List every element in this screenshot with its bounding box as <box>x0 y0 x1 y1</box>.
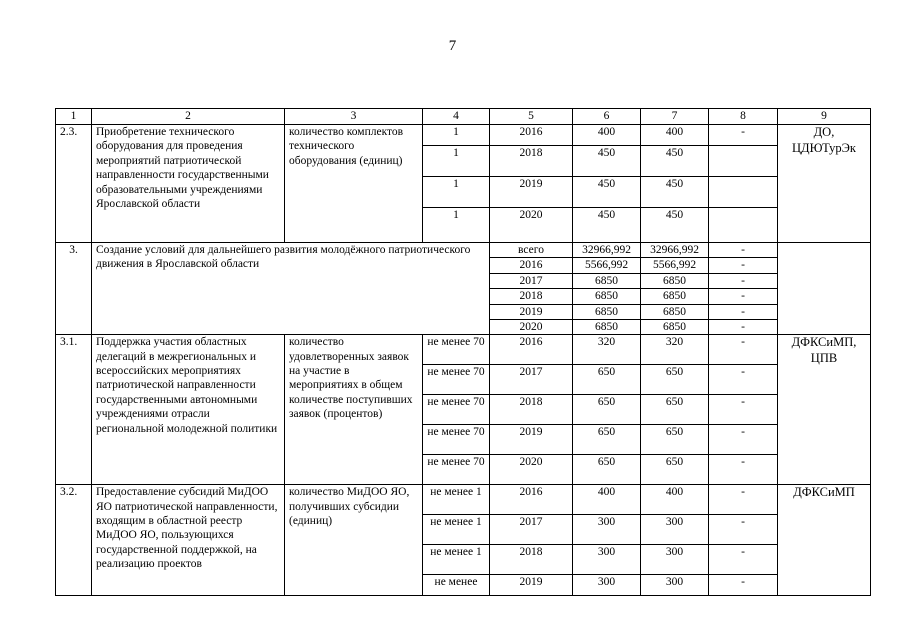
fact-cell: 6850 <box>641 304 709 319</box>
header-cell: 8 <box>709 109 778 125</box>
indicator-value: не менее <box>423 575 490 596</box>
header-cell: 1 <box>56 109 92 125</box>
fact-cell: 300 <box>641 545 709 575</box>
table-row <box>56 243 871 258</box>
extra-cell: - <box>709 425 778 455</box>
header-cell: 5 <box>490 109 573 125</box>
item-indicator: количество МиДОО ЯО, получивших субсидии (единиц) <box>285 485 423 596</box>
fact-cell: 6850 <box>641 273 709 288</box>
plan-cell: 450 <box>573 146 641 177</box>
extra-cell: - <box>709 545 778 575</box>
executor: ДО, ЦДЮТурЭк <box>778 125 871 243</box>
header-cell: 7 <box>641 109 709 125</box>
item-number: 2.3. <box>56 125 92 243</box>
indicator-value: не менее 70 <box>423 335 490 365</box>
year-cell: 2016 <box>490 258 573 273</box>
plan-cell: 650 <box>573 395 641 425</box>
indicator-value: не менее 70 <box>423 365 490 395</box>
year-cell: 2016 <box>490 125 573 146</box>
fact-cell: 400 <box>641 125 709 146</box>
item-name: Предоставление субсидий МиДОО ЯО патриотической направленности, входящим в областной реестр МиДОО ЯО, пользующихся государственной поддержкой, на реализацию проектов <box>92 485 285 596</box>
fact-cell: 650 <box>641 425 709 455</box>
fact-cell: 6850 <box>641 289 709 304</box>
indicator-value: не менее 70 <box>423 425 490 455</box>
year-cell: 2019 <box>490 575 573 596</box>
executor: ДФКСиМП, ЦПВ <box>778 335 871 485</box>
plan-cell: 650 <box>573 425 641 455</box>
header-cell: 2 <box>92 109 285 125</box>
table-row <box>56 125 871 146</box>
fact-cell: 450 <box>641 177 709 208</box>
year-cell: 2020 <box>490 208 573 243</box>
fact-cell: 32966,992 <box>641 243 709 258</box>
extra-cell: - <box>709 365 778 395</box>
header-cell: 4 <box>423 109 490 125</box>
plan-cell: 6850 <box>573 289 641 304</box>
extra-cell <box>709 146 778 177</box>
fact-cell: 650 <box>641 395 709 425</box>
page-number: 7 <box>448 38 457 54</box>
extra-cell <box>709 208 778 243</box>
indicator-value: 1 <box>423 125 490 146</box>
fact-cell: 300 <box>641 575 709 596</box>
indicator-value: не менее 1 <box>423 545 490 575</box>
extra-cell: - <box>709 273 778 288</box>
fact-cell: 450 <box>641 146 709 177</box>
year-cell: 2018 <box>490 545 573 575</box>
plan-cell: 6850 <box>573 304 641 319</box>
extra-cell: - <box>709 258 778 273</box>
header-cell: 3 <box>285 109 423 125</box>
indicator-value: не менее 70 <box>423 395 490 425</box>
year-cell: 2020 <box>490 455 573 485</box>
plan-cell: 400 <box>573 485 641 515</box>
header-cell: 9 <box>778 109 871 125</box>
executor: ДФКСиМП <box>778 485 871 596</box>
year-cell: 2016 <box>490 485 573 515</box>
year-cell: 2019 <box>490 425 573 455</box>
item-indicator: количество комплектов технического оборудования (единиц) <box>285 125 423 243</box>
extra-cell: - <box>709 319 778 334</box>
extra-cell: - <box>709 125 778 146</box>
year-cell: 2016 <box>490 335 573 365</box>
extra-cell: - <box>709 289 778 304</box>
plan-cell: 450 <box>573 177 641 208</box>
fact-cell: 320 <box>641 335 709 365</box>
year-cell: 2019 <box>490 177 573 208</box>
header-cell: 6 <box>573 109 641 125</box>
fact-cell: 6850 <box>641 319 709 334</box>
item-number: 3. <box>56 243 92 335</box>
plan-cell: 300 <box>573 515 641 545</box>
program-table <box>55 108 871 596</box>
fact-cell: 650 <box>641 455 709 485</box>
plan-cell: 320 <box>573 335 641 365</box>
plan-cell: 6850 <box>573 273 641 288</box>
plan-cell: 400 <box>573 125 641 146</box>
year-cell: 2018 <box>490 395 573 425</box>
year-cell: 2020 <box>490 319 573 334</box>
table-row <box>56 485 871 515</box>
indicator-value: 1 <box>423 208 490 243</box>
indicator-value: не менее 1 <box>423 485 490 515</box>
extra-cell: - <box>709 455 778 485</box>
indicator-value: не менее 1 <box>423 515 490 545</box>
item-name: Создание условий для дальнейшего развития молодёжного патриотического движения в Ярославской области <box>92 243 490 335</box>
extra-cell: - <box>709 575 778 596</box>
table-row <box>56 335 871 365</box>
extra-cell <box>709 177 778 208</box>
plan-cell: 650 <box>573 455 641 485</box>
plan-cell: 650 <box>573 365 641 395</box>
extra-cell: - <box>709 485 778 515</box>
header-row <box>56 109 871 125</box>
year-cell: 2018 <box>490 146 573 177</box>
fact-cell: 450 <box>641 208 709 243</box>
extra-cell: - <box>709 304 778 319</box>
fact-cell: 5566,992 <box>641 258 709 273</box>
year-cell: 2019 <box>490 304 573 319</box>
item-name: Приобретение технического оборудования для проведения мероприятий патриотической направленности государственными образовательными учреждениями Ярославской области <box>92 125 285 243</box>
indicator-value: 1 <box>423 146 490 177</box>
plan-cell: 300 <box>573 575 641 596</box>
year-cell: 2017 <box>490 273 573 288</box>
item-number: 3.2. <box>56 485 92 596</box>
plan-cell: 6850 <box>573 319 641 334</box>
item-name: Поддержка участия областных делегаций в межрегиональных и всероссийских мероприятиях патриотической направленности государственными автономными учреждениями отрасли региональной молодежной политики <box>92 335 285 485</box>
extra-cell: - <box>709 515 778 545</box>
plan-cell: 5566,992 <box>573 258 641 273</box>
plan-cell: 450 <box>573 208 641 243</box>
plan-cell: 300 <box>573 545 641 575</box>
year-cell: всего <box>490 243 573 258</box>
plan-cell: 32966,992 <box>573 243 641 258</box>
fact-cell: 650 <box>641 365 709 395</box>
executor <box>778 243 871 335</box>
item-number: 3.1. <box>56 335 92 485</box>
year-cell: 2017 <box>490 515 573 545</box>
indicator-value: не менее 70 <box>423 455 490 485</box>
extra-cell: - <box>709 395 778 425</box>
item-indicator: количество удовлетворенных заявок на участие в мероприятиях в общем количестве поступивших заявок (процентов) <box>285 335 423 485</box>
fact-cell: 400 <box>641 485 709 515</box>
year-cell: 2018 <box>490 289 573 304</box>
fact-cell: 300 <box>641 515 709 545</box>
extra-cell: - <box>709 243 778 258</box>
indicator-value: 1 <box>423 177 490 208</box>
extra-cell: - <box>709 335 778 365</box>
year-cell: 2017 <box>490 365 573 395</box>
